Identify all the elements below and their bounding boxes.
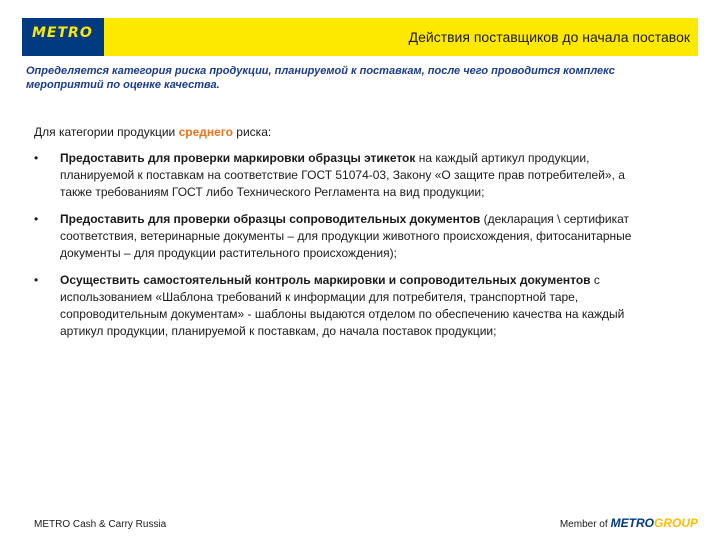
lead-suffix: риска:	[232, 125, 272, 139]
item-text: (декларация \ сертификат соответствия, ветеринарные документы – для продукции животного происхождения, фитосанитарные документы – для продукции растительного происхождения);	[60, 212, 632, 260]
group-logo-metro: METRO	[610, 516, 654, 530]
item-text: с использованием «Шаблона требований к информации для потребителя, транспортной таре, сопроводительным документам» - шаблоны выдаются отделом по обеспечению качества на каждый артикул продукции, планируемой к поставкам, до начала поставок продукции;	[60, 273, 625, 338]
lead-line	[34, 124, 654, 141]
bullet-icon: •	[34, 151, 39, 165]
item-text: на каждый артикул продукции, планируемой к поставкам на соответствие ГОСТ 51074-03, Закону «О защите прав потребителей», а также требованиям ГОСТ либо Технического Регламента на вид продукции;	[60, 151, 625, 199]
list-item	[34, 211, 654, 262]
lead-prefix: Для категории продукции	[34, 125, 179, 139]
page-title: Действия поставщиков до начала поставок	[408, 29, 690, 45]
footer-member	[560, 516, 698, 530]
requirements-list	[34, 150, 654, 340]
main-content	[34, 124, 654, 350]
item-strong: Предоставить для проверки маркировки образцы этикеток	[60, 151, 416, 165]
bullet-icon: •	[34, 273, 39, 287]
metro-logo-text: METRO	[32, 25, 93, 41]
list-item	[34, 272, 654, 340]
list-item	[34, 150, 654, 201]
lead-accent: среднего	[178, 125, 233, 139]
group-logo-group: GROUP	[653, 516, 698, 530]
footer-company: METRO Cash & Carry Russia	[34, 519, 167, 530]
item-strong: Осуществить самостоятельный контроль маркировки и сопроводительных документов	[60, 273, 591, 287]
bullet-icon: •	[34, 212, 39, 226]
metro-group-logo	[611, 516, 698, 530]
item-strong: Предоставить для проверки образцы сопроводительных документов	[60, 212, 481, 226]
intro-text: Определяется категория риска продукции, планируемой к поставкам, после чего проводится комплекс мероприятий по оценке качества.	[26, 65, 615, 91]
metro-logo	[22, 18, 104, 56]
header-bar	[22, 18, 698, 56]
member-of-label: Member of	[559, 519, 608, 530]
